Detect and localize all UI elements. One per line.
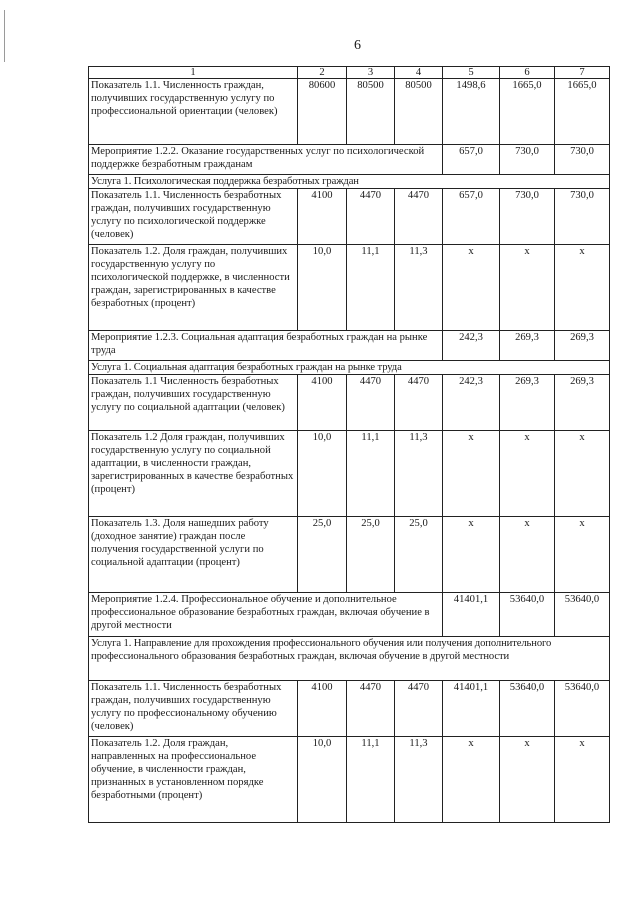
row-value: 269,3 bbox=[555, 331, 610, 361]
row-value: 53640,0 bbox=[500, 593, 555, 637]
row-value: 4470 bbox=[395, 375, 443, 431]
row-value: 11,3 bbox=[395, 431, 443, 517]
column-header: 6 bbox=[500, 67, 555, 79]
row-value: 10,0 bbox=[298, 431, 347, 517]
row-value: 4470 bbox=[347, 375, 395, 431]
row-value: 25,0 bbox=[395, 517, 443, 593]
table-row bbox=[89, 517, 610, 593]
table-row bbox=[89, 175, 610, 189]
row-value: х bbox=[443, 245, 500, 331]
table-row bbox=[89, 189, 610, 245]
row-value: х bbox=[500, 517, 555, 593]
row-value: 1665,0 bbox=[500, 79, 555, 145]
row-value: 657,0 bbox=[443, 145, 500, 175]
row-value: х bbox=[500, 431, 555, 517]
row-value: 41401,1 bbox=[443, 593, 500, 637]
row-value: 1665,0 bbox=[555, 79, 610, 145]
row-label: Показатель 1.1. Численность безработных граждан, получивших государственную услугу по психологической поддержке (человек) bbox=[89, 189, 298, 245]
row-value: 730,0 bbox=[500, 145, 555, 175]
table-row bbox=[89, 79, 610, 145]
row-value: 4470 bbox=[395, 681, 443, 737]
row-value: х bbox=[443, 517, 500, 593]
row-value: 11,1 bbox=[347, 737, 395, 823]
row-value: 80500 bbox=[395, 79, 443, 145]
table-row bbox=[89, 593, 610, 637]
row-value: 730,0 bbox=[555, 145, 610, 175]
row-value: 4470 bbox=[347, 189, 395, 245]
row-value: 4100 bbox=[298, 681, 347, 737]
row-value: 53640,0 bbox=[555, 593, 610, 637]
row-value: х bbox=[555, 737, 610, 823]
row-value: 657,0 bbox=[443, 189, 500, 245]
service-label: Услуга 1. Социальная адаптация безработных граждан на рынке труда bbox=[89, 361, 610, 375]
row-value: 269,3 bbox=[500, 375, 555, 431]
row-value: х bbox=[500, 245, 555, 331]
row-value: 4470 bbox=[395, 189, 443, 245]
indicators-table bbox=[88, 66, 610, 823]
row-value: х bbox=[555, 517, 610, 593]
table-row bbox=[89, 145, 610, 175]
column-header: 7 bbox=[555, 67, 610, 79]
row-value: 269,3 bbox=[555, 375, 610, 431]
row-value: 10,0 bbox=[298, 737, 347, 823]
row-label: Показатель 1.1. Численность граждан, получивших государственную услугу по профессиональной ориентации (человек) bbox=[89, 79, 298, 145]
row-value: 4100 bbox=[298, 189, 347, 245]
row-value: 25,0 bbox=[347, 517, 395, 593]
row-value: 242,3 bbox=[443, 331, 500, 361]
page-number: 6 bbox=[354, 38, 361, 53]
table-row bbox=[89, 681, 610, 737]
table-row bbox=[89, 361, 610, 375]
row-value: 53640,0 bbox=[555, 681, 610, 737]
row-value: 10,0 bbox=[298, 245, 347, 331]
row-value: 269,3 bbox=[500, 331, 555, 361]
row-label: Показатель 1.1. Численность безработных граждан, получивших государственную услугу по профессиональному обучению (человек) bbox=[89, 681, 298, 737]
row-value: 11,1 bbox=[347, 431, 395, 517]
column-header: 3 bbox=[347, 67, 395, 79]
service-label: Услуга 1. Направление для прохождения профессионального обучения или получения дополнительного профессионального образования безработных граждан, включая обучение в другой местности bbox=[89, 637, 610, 681]
row-value: х bbox=[555, 431, 610, 517]
row-label: Показатель 1.2. Доля граждан, направленных на профессиональное обучение, в численности граждан, признанных в установленном порядке безработными (процент) bbox=[89, 737, 298, 823]
measure-label: Мероприятие 1.2.4. Профессиональное обучение и дополнительное профессиональное образование безработных граждан, включая обучение в другой местности bbox=[89, 593, 443, 637]
table-row bbox=[89, 245, 610, 331]
row-value: 730,0 bbox=[500, 189, 555, 245]
row-value: х bbox=[500, 737, 555, 823]
row-value: 242,3 bbox=[443, 375, 500, 431]
column-header: 4 bbox=[395, 67, 443, 79]
row-value: х bbox=[443, 431, 500, 517]
row-value: 4470 bbox=[347, 681, 395, 737]
row-value: 11,3 bbox=[395, 737, 443, 823]
row-value: 730,0 bbox=[555, 189, 610, 245]
row-value: 4100 bbox=[298, 375, 347, 431]
row-label: Показатель 1.2 Доля граждан, получивших государственную услугу по социальной адаптации, в численности граждан, зарегистрированных в качестве безработных (процент) bbox=[89, 431, 298, 517]
column-header: 2 bbox=[298, 67, 347, 79]
measure-label: Мероприятие 1.2.2. Оказание государственных услуг по психологической поддержке безработным гражданам bbox=[89, 145, 443, 175]
column-header: 5 bbox=[443, 67, 500, 79]
row-value: 11,3 bbox=[395, 245, 443, 331]
row-label: Показатель 1.2. Доля граждан, получивших государственную услугу по психологической поддержке, в численности граждан, зарегистрированных в качестве безработных (процент) bbox=[89, 245, 298, 331]
row-value: 80600 bbox=[298, 79, 347, 145]
row-value: 25,0 bbox=[298, 517, 347, 593]
row-value: 53640,0 bbox=[500, 681, 555, 737]
table-row bbox=[89, 431, 610, 517]
scan-edge-mark bbox=[4, 10, 5, 62]
row-value: 1498,6 bbox=[443, 79, 500, 145]
row-value: 41401,1 bbox=[443, 681, 500, 737]
row-value: х bbox=[443, 737, 500, 823]
row-label: Показатель 1.1 Численность безработных граждан, получивших государственную услугу по социальной адаптации (человек) bbox=[89, 375, 298, 431]
service-label: Услуга 1. Психологическая поддержка безработных граждан bbox=[89, 175, 610, 189]
row-label: Показатель 1.3. Доля нашедших работу (доходное занятие) граждан после получения государственной услуги по социальной адаптации (процент) bbox=[89, 517, 298, 593]
row-value: 80500 bbox=[347, 79, 395, 145]
table-row bbox=[89, 737, 610, 823]
measure-label: Мероприятие 1.2.3. Социальная адаптация безработных граждан на рынке труда bbox=[89, 331, 443, 361]
column-header: 1 bbox=[89, 67, 298, 79]
row-value: х bbox=[555, 245, 610, 331]
table-row bbox=[89, 637, 610, 681]
table-header-row bbox=[89, 67, 610, 79]
row-value: 11,1 bbox=[347, 245, 395, 331]
table-row bbox=[89, 375, 610, 431]
table-row bbox=[89, 331, 610, 361]
